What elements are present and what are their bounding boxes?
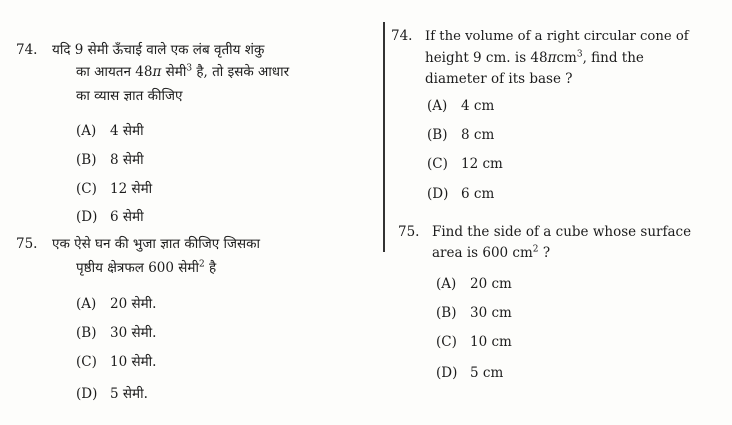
question-number: 75. (16, 236, 38, 252)
question-74-english (391, 26, 721, 92)
question-75-english (398, 222, 723, 268)
question-75-hindi (16, 234, 376, 282)
question-line-2: का आयतन 48π सेमी$^3$ है, तो इसके आधार (76, 63, 290, 80)
question-line-3: diameter of its base ? (425, 71, 573, 87)
question-line-2: area is 600 $cm^2$ ? (432, 244, 551, 261)
question-74-hindi (16, 40, 371, 110)
option-a[interactable]: (A) 20 सेमी. (76, 296, 157, 312)
question-line-3: का व्यास ज्ञात कीजिए (76, 88, 183, 104)
question-line-1: Find the side of a cube whose surface (432, 224, 692, 240)
option-d[interactable]: (D) 6 सेमी (76, 209, 144, 225)
option-d[interactable]: (D) 6 cm (427, 186, 495, 202)
option-b[interactable]: (B) 8 cm (427, 127, 495, 143)
column-divider (383, 22, 385, 252)
question-number: 75. (398, 224, 420, 240)
option-b[interactable]: (B) 30 सेमी. (76, 325, 157, 341)
question-number: 74. (16, 42, 38, 58)
option-c[interactable]: (C) 12 सेमी (76, 181, 153, 197)
question-number: 74. (391, 28, 413, 44)
question-line-2: height 9 cm. is 48πcm$^3$, find the (425, 49, 644, 66)
option-a[interactable]: (A) 4 सेमी (76, 123, 144, 139)
question-line-2: पृष्ठीय क्षेत्रफल 600 सेमी$^2$ है (76, 259, 217, 276)
option-b[interactable]: (B) 8 सेमी (76, 152, 144, 168)
option-c[interactable]: (C) 10 सेमी. (76, 354, 157, 370)
option-d[interactable]: (D) 5 सेमी. (76, 386, 148, 402)
question-line-1: यदि 9 सेमी ऊँचाई वाले एक लंब वृतीय शंकु (52, 42, 265, 58)
option-c[interactable]: (C) 10 cm (436, 334, 512, 350)
option-a[interactable]: (A) 4 cm (427, 98, 495, 114)
question-line-1: एक ऐसे घन की भुजा ज्ञात कीजिए जिसका (52, 236, 260, 252)
option-c[interactable]: (C) 12 cm (427, 156, 503, 172)
option-a[interactable]: (A) 20 cm (436, 276, 512, 292)
question-line-1: If the volume of a right circular cone of (425, 29, 689, 44)
option-b[interactable]: (B) 30 cm (436, 305, 512, 321)
option-d[interactable]: (D) 5 cm (436, 365, 504, 381)
